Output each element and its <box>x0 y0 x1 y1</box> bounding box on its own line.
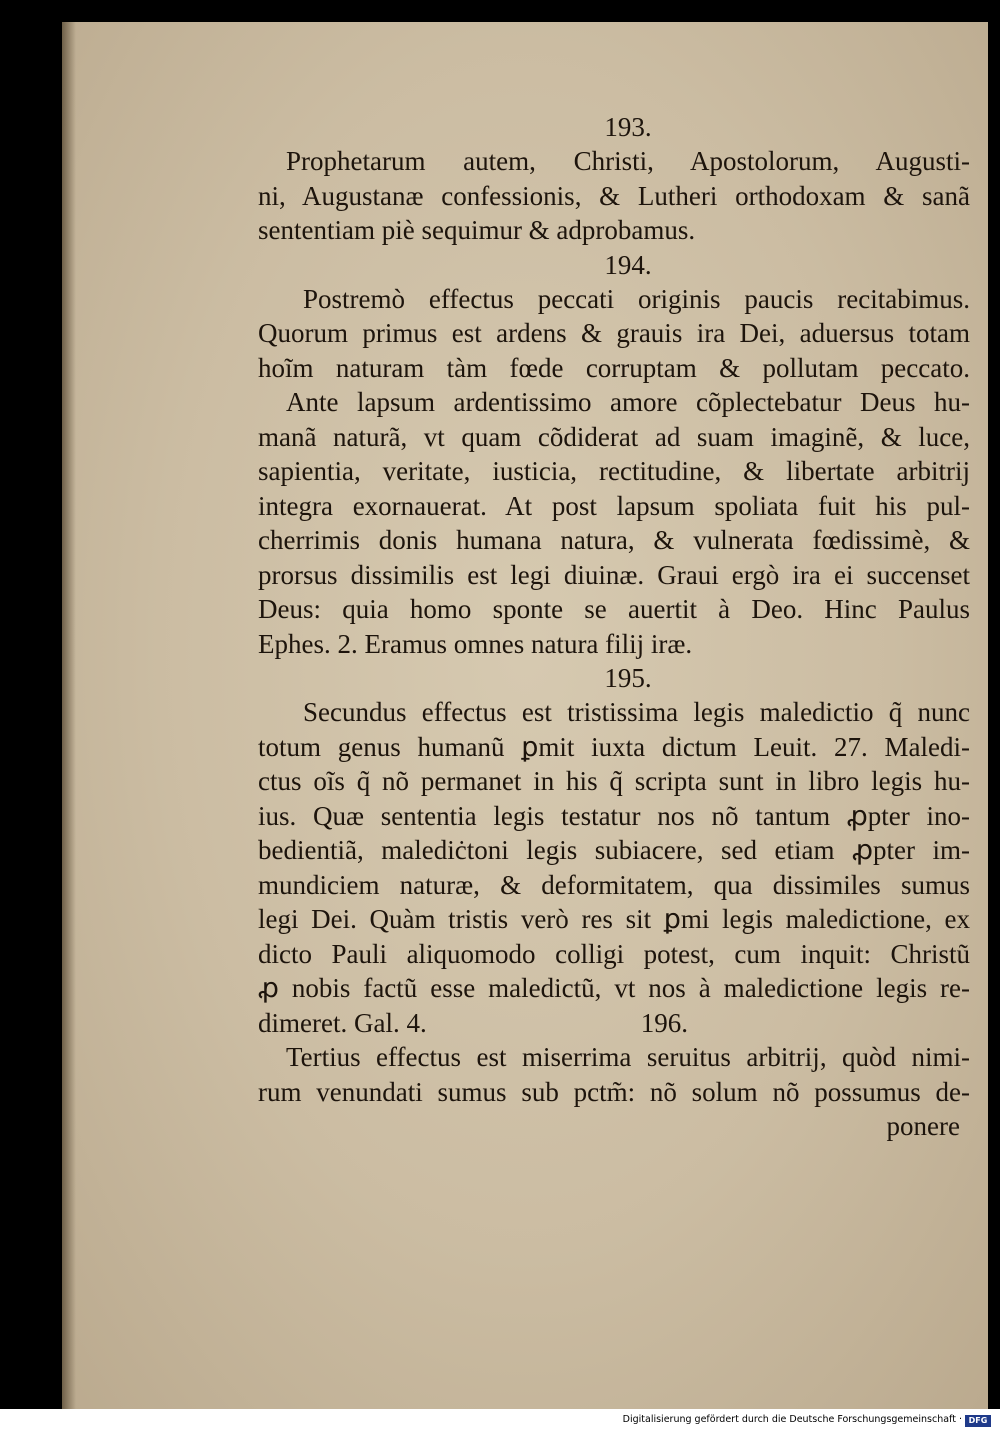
text-line: Ante lapsum ardentissimo amore cõplectebatur Deus hu- <box>286 387 970 417</box>
footer-bar <box>0 1409 1000 1433</box>
text-line: hoĩm naturam tàm fœde corruptam & pollutam peccato. <box>258 352 970 383</box>
text-line: Secundus effectus est tristissima legis maledictio q̃ nunc <box>303 697 970 727</box>
page-gutter-shadow <box>62 22 76 1409</box>
paragraph-193 <box>258 144 970 248</box>
text-line: Prophetarum autem, Christi, Apostolorum, Augusti- <box>286 146 970 176</box>
paragraph-194 <box>258 282 970 662</box>
text-line: prorsus dissimilis est legi diuinæ. Graui ergò ira ei succenset <box>258 559 970 590</box>
text-line: ctus oĩs q̃ nõ permanet in his q̃ scripta sunt in libro legis hu- <box>258 766 970 796</box>
funding-credit: Digitalisierung gefördert durch die Deutsche Forschungsgemeinschaft · <box>622 1414 962 1425</box>
text-line: manã naturã, vt quam cõdiderat ad suam imaginẽ, & luce, <box>258 421 970 452</box>
text-line: totum genus humanũ ꝑmit iuxta dictum Leuit. 27. Maledi- <box>258 731 970 762</box>
text-line: sapientia, veritate, iusticia, rectitudine, & libertate arbitrij <box>258 456 970 486</box>
section-number-195: 195. <box>604 663 652 693</box>
text-line: legi Dei. Quàm tristis verò res sit ꝑmi legis maledictione, ex <box>258 904 970 934</box>
text-line: Tertius effectus est miserrima seruitus arbitrij, quòd nimi- <box>286 1042 970 1072</box>
text-line: ni, Augustanæ confessionis, & Lutheri orthodoxam & sanã <box>258 180 970 211</box>
text-line: sententiam piè sequimur & adprobamus. <box>258 215 696 245</box>
section-number-193: 193. <box>604 112 652 142</box>
text-line: bedientiã, malediċtoni legis subiacere, sed etiam ꝓpter im- <box>258 835 970 865</box>
dfg-logo-icon: DFG <box>965 1415 991 1427</box>
text-line: Deus: quia homo sponte se auertit à Deo. Hinc Paulus <box>258 594 970 624</box>
paragraph-195 <box>258 695 970 1040</box>
text-line: dimeret. Gal. 4. <box>258 1007 427 1038</box>
section-number-196: 196. <box>640 1007 688 1038</box>
text-line-with-section-number <box>258 1006 970 1041</box>
text-line: integra exornauerat. At post lapsum spoliata fuit his pul- <box>258 490 970 521</box>
text-line: Postremò effectus peccati originis paucis recitabimus. <box>303 283 970 314</box>
text-line: mundiciem naturæ, & deformitatem, qua dissimiles sumus <box>258 869 970 900</box>
section-number-194: 194. <box>604 249 652 280</box>
paragraph-196 <box>258 1040 970 1109</box>
text-line: rum venundati sumus sub pctm̃: nõ solum nõ possumus de- <box>258 1076 970 1107</box>
text-line: Quorum primus est ardens & grauis ira Dei, aduersus totam <box>258 318 970 348</box>
catchword: ponere <box>886 1111 960 1141</box>
text-line: ꝓ nobis factũ esse maledictũ, vt nos à maledictione legis re- <box>258 973 970 1003</box>
page-text-block <box>258 110 970 1144</box>
text-line: dicto Pauli aliquomodo colligi potest, cum inquit: Christũ <box>258 938 970 969</box>
text-line: Ephes. 2. Eramus omnes natura filij iræ. <box>258 628 693 659</box>
text-line: ius. Quæ sententia legis testatur nos nõ tantum ꝓpter ino- <box>258 800 970 831</box>
text-line: cherrimis donis humana natura, & vulnerata fœdissimè, & <box>258 525 970 555</box>
